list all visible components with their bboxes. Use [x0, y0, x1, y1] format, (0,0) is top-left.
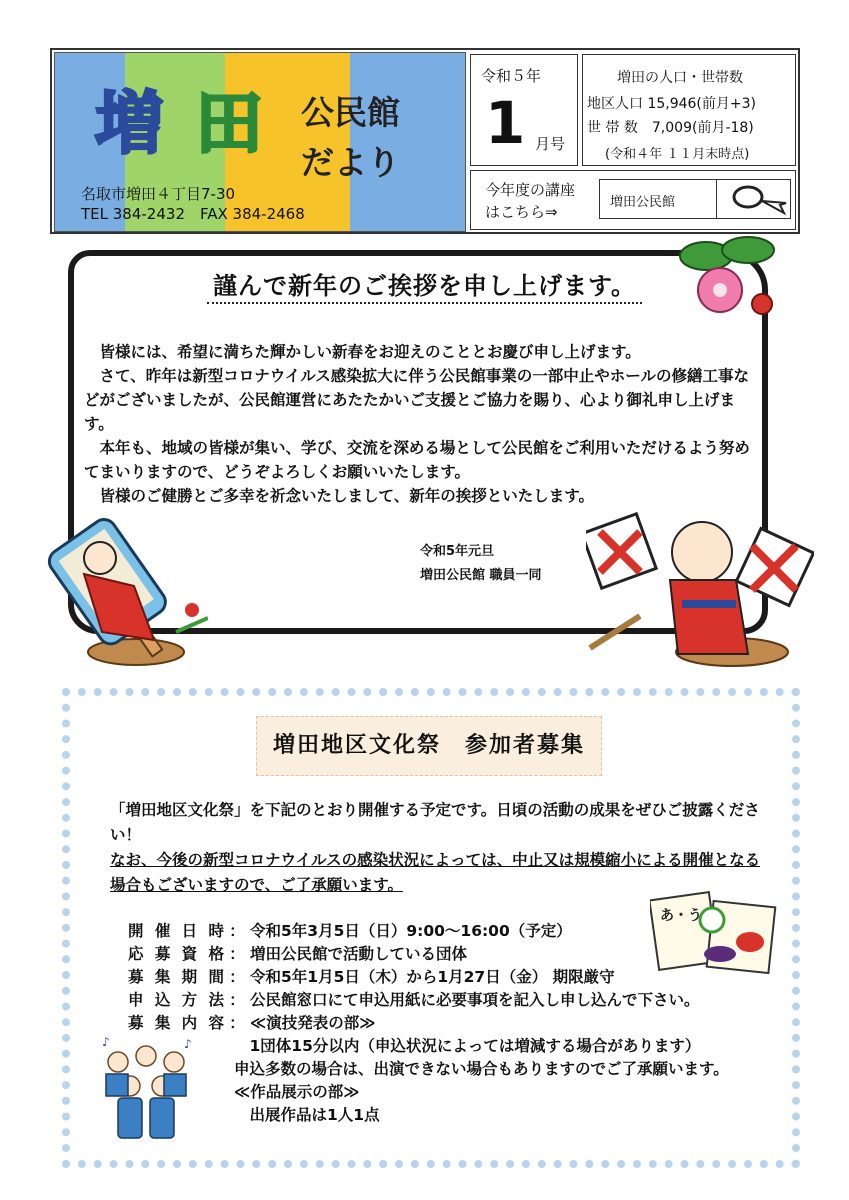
detail-label: 応募資格 [128, 945, 224, 963]
greeting-body [84, 340, 752, 508]
detail-label: 募集内容 [128, 1014, 224, 1032]
households-line: 世 帯 数 7,009(前月-18) [587, 120, 754, 136]
kite-icon [586, 508, 814, 668]
logo-kanji-ta: 田 [195, 85, 264, 164]
detail-label: 募集期間 [128, 968, 224, 986]
karuta-text: あ・う [660, 908, 702, 924]
karuta-cards-icon [650, 890, 780, 974]
issue-number: 1 [485, 89, 526, 157]
population-box [582, 54, 796, 166]
detail-value: 増田公民館で活動している団体 [250, 945, 468, 963]
search-icon[interactable] [728, 183, 790, 217]
festival-title: 増田地区文化祭 参加者募集 [256, 716, 602, 776]
hagoita-paddle-icon [26, 514, 208, 666]
festival-intro-2: なお、今後の新型コロナウイルスの感染状況によっては、中止又は規模縮小による開催となる場合もございますので、ご了承願います。 [110, 851, 761, 894]
course-box [470, 170, 796, 230]
issue-suffix: 月号 [535, 135, 566, 153]
greeting-paragraph: さて、昨年は新型コロナウイルス感染拡大に伴う公民館事業の一部中止やホールの修繕工事などがございましたが、公民館運営にあたたかいご支援とご協力を賜り、心より御礼申し上げます。 [84, 367, 749, 433]
detail-extra-line: 申込多数の場合は、出演できない場合もありますのでご了承願います。 [234, 1060, 729, 1078]
greeting-paragraph: 皆様のご健勝とご多幸を祈念いたしまして、新年の挨拶といたします。 [84, 487, 594, 505]
detail-extra-line: ≪作品展示の部≫ [234, 1083, 360, 1101]
detail-value: 公民館窓口にて申込用紙に必要事項を記入し申し込んで下さい。 [250, 991, 700, 1009]
detail-row: 応募資格 ： 増田公民館で活動している団体 [128, 943, 754, 966]
svg-text:♪: ♪ [184, 1037, 192, 1051]
svg-text:♪: ♪ [102, 1035, 110, 1049]
festival-intro [110, 798, 770, 898]
issue-box [470, 54, 578, 166]
detail-extra-line: 1団体15分以内（申込状況によっては増減する場合があります） [234, 1037, 701, 1055]
detail-extra [128, 1035, 754, 1127]
detail-value: ≪演技発表の部≫ [250, 1014, 376, 1032]
detail-row: 開催日時 ： 令和5年3月5日（日）9:00～16:00（予定） [128, 920, 754, 943]
detail-extra-line: 出展作品は1人1点 [234, 1106, 380, 1124]
detail-row: 募集期間 ： 令和5年1月5日（木）から1月27日（金） 期限厳守 [128, 966, 754, 989]
tel-fax: TEL 384-2432 FAX 384-2468 [81, 205, 305, 223]
logo-dayori: だより [301, 143, 400, 182]
greeting-paragraph: 本年も、地域の皆様が集い、学び、交流を深める場として公民館をご利用いただけるよう努めてまいりますので、どうぞよろしくお願いいたします。 [84, 439, 750, 481]
detail-row: 募集内容 ： ≪演技発表の部≫ [128, 1012, 754, 1035]
logo-kominkan: 公民館 [301, 93, 400, 132]
course-label-1: 今年度の講座 [485, 181, 576, 199]
detail-label: 開催日時 [128, 922, 224, 940]
greeting-signature: 増田公民館 職員一同 [420, 568, 542, 583]
detail-value: 令和5年3月5日（日）9:00～16:00（予定） [250, 922, 572, 940]
population-as-of: (令和４年 １１月末時点) [605, 147, 750, 162]
population-line: 地区人口 15,946(前月+3) [587, 96, 756, 112]
logo-kanji-masu: 増 [95, 85, 164, 164]
greeting-title: 謹んで新年のご挨拶を申し上げます。 [0, 266, 849, 301]
search-text: 増田公民館 [610, 195, 676, 210]
detail-value: 令和5年1月5日（木）から1月27日（金） 期限厳守 [250, 968, 615, 986]
population-title: 増田の人口・世帯数 [617, 70, 743, 86]
search-box[interactable] [599, 179, 791, 219]
choir-singers-icon [98, 1034, 200, 1144]
detail-label: 申込方法 [128, 991, 224, 1009]
issue-era: 令和５年 [481, 67, 542, 85]
greeting-date: 令和5年元旦 [420, 544, 495, 559]
festival-intro-1: 「増田地区文化祭」を下記のとおり開催する予定です。日頃の活動の成果をぜひご披露ください！ [110, 801, 760, 844]
greeting-paragraph: 皆様には、希望に満ちた輝かしい新春をお迎えのこととお慶び申し上げます。 [84, 343, 641, 361]
detail-row: 申込方法 ： 公民館窓口にて申込用紙に必要事項を記入し申し込んで下さい。 [128, 989, 754, 1012]
address: 名取市増田４丁目7-30 [81, 185, 236, 203]
course-label-2: はこちら⇒ [485, 203, 558, 221]
masthead-logo [54, 52, 466, 232]
